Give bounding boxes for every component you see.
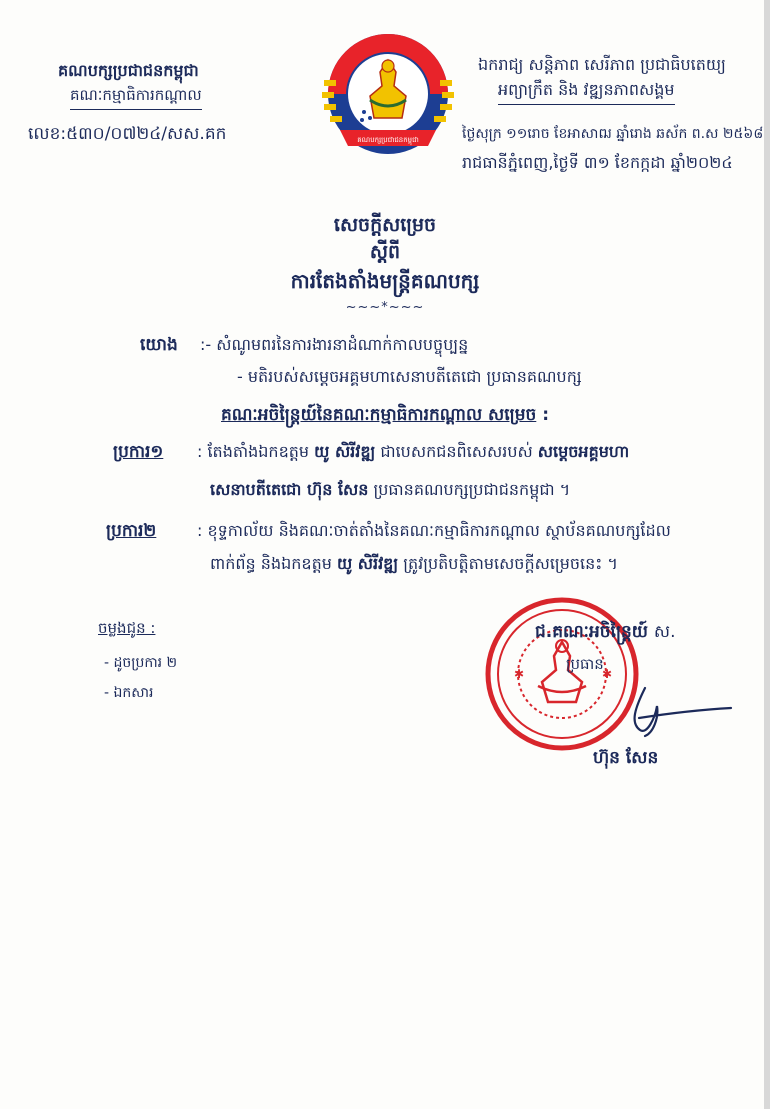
title-ornament: ~~~*~~~ [345,300,425,315]
preamble-label: យោង [140,335,178,355]
reference-number: លេខ:៥៣០/០៧២៤/សស.គក [28,124,227,144]
leader-name: សេនាបតីតេជោ ហ៊ុន សែន [210,480,369,499]
gregorian-date: រាជធានីភ្នំពេញ,ថ្ងៃទី ៣១ ខែកក្កដា ឆ្នាំ២០២៤ [462,153,733,172]
committee-name: គណៈកម្មាធិការកណ្តាល [70,86,202,110]
party-name: គណបក្សប្រជាជនកម្ពុជា [58,61,199,80]
copies-item-2: - ឯកសារ [104,685,154,701]
national-motto-line2: អព្យាក្រឹត និង វឌ្ឍនភាពសង្គម [498,79,675,105]
handwritten-signature-icon [575,678,735,738]
appointee-name: យូ សិរីវឌ្ឍ [336,554,399,573]
signatory-role-suffix: ស. [653,622,676,642]
page-edge [764,0,770,1109]
article-2-line-1: : ខុទ្ទកាល័យ និងគណៈចាត់តាំងនៃគណៈកម្មាធិការកណ្តាល ស្ថាប័នគណបក្សដែល [197,521,671,540]
lunar-date: ថ្ងៃសុក្រ ១១រោច ខែអាសាឍ ឆ្នាំរោង ឆស័ក ព.ស ២៥៦៨ [462,126,764,142]
signatory-name: ហ៊ុន សែន [593,748,659,768]
leader-title: សម្តេចអគ្គមហា [537,442,630,461]
article-2-text: ពាក់ព័ន្ធ និងឯកឧត្តម [210,554,332,573]
signatory-role [535,621,676,646]
document-subject: ការតែងតាំងមន្រ្តីគណបក្ស [290,269,480,293]
document-title: សេចក្តីសម្រេច [333,214,437,236]
document-subtitle-about: ស្តីពី [369,241,401,263]
article-1-text: : តែងតាំងឯកឧត្តម [197,442,310,461]
article-2-line-2 [210,553,618,577]
logo-banner-text: គណបក្សប្រជាជនកម្ពុជា [357,136,419,144]
decision-heading-text: គណៈអចិន្ត្រៃយ៍នៃគណៈកម្មាធិការកណ្តាល សម្រេច [221,405,537,425]
preamble-item-1: :- សំណូមពរនៃការងារនាដំណាក់កាលបច្ចុប្បន្ន [200,335,469,354]
national-motto-line1: ឯករាជ្យ សន្តិភាព សេរីភាព ប្រជាធិបតេយ្យ [478,55,726,74]
article-2-text: ត្រូវប្រតិបត្តិតាមសេចក្តីសម្រេចនេះ ។ [403,554,618,573]
svg-text:✱: ✱ [602,667,613,681]
copies-title: ចម្លងជូន : [98,619,156,637]
article-1-label: ប្រការ១ [113,442,164,462]
preamble-item-2: - មតិរបស់សម្តេចអគ្គមហាសេនាបតីតេជោ ប្រធានគណបក្ស [237,367,582,386]
decision-heading [221,404,549,429]
article-1-text: ជាបេសកជនពិសេសរបស់ [380,442,533,461]
article-2-label: ប្រការ២ [106,521,157,541]
decision-heading-colon: : [542,405,550,425]
party-logo-icon [310,22,466,166]
signatory-role-text: ជ.គណៈអចិន្ត្រៃយ៍ [535,622,648,642]
article-1-text: ប្រធានគណបក្សប្រជាជនកម្ពុជា ។ [373,480,571,499]
article-1-line-2 [210,479,570,503]
article-1-line-1 [197,441,629,465]
copies-item-1: - ដូចប្រការ ២ [104,655,178,671]
appointee-name: យូ សិរីវឌ្ឍ [314,442,376,461]
signatory-position: ប្រធាន [566,655,604,673]
svg-text:✱: ✱ [514,667,525,681]
